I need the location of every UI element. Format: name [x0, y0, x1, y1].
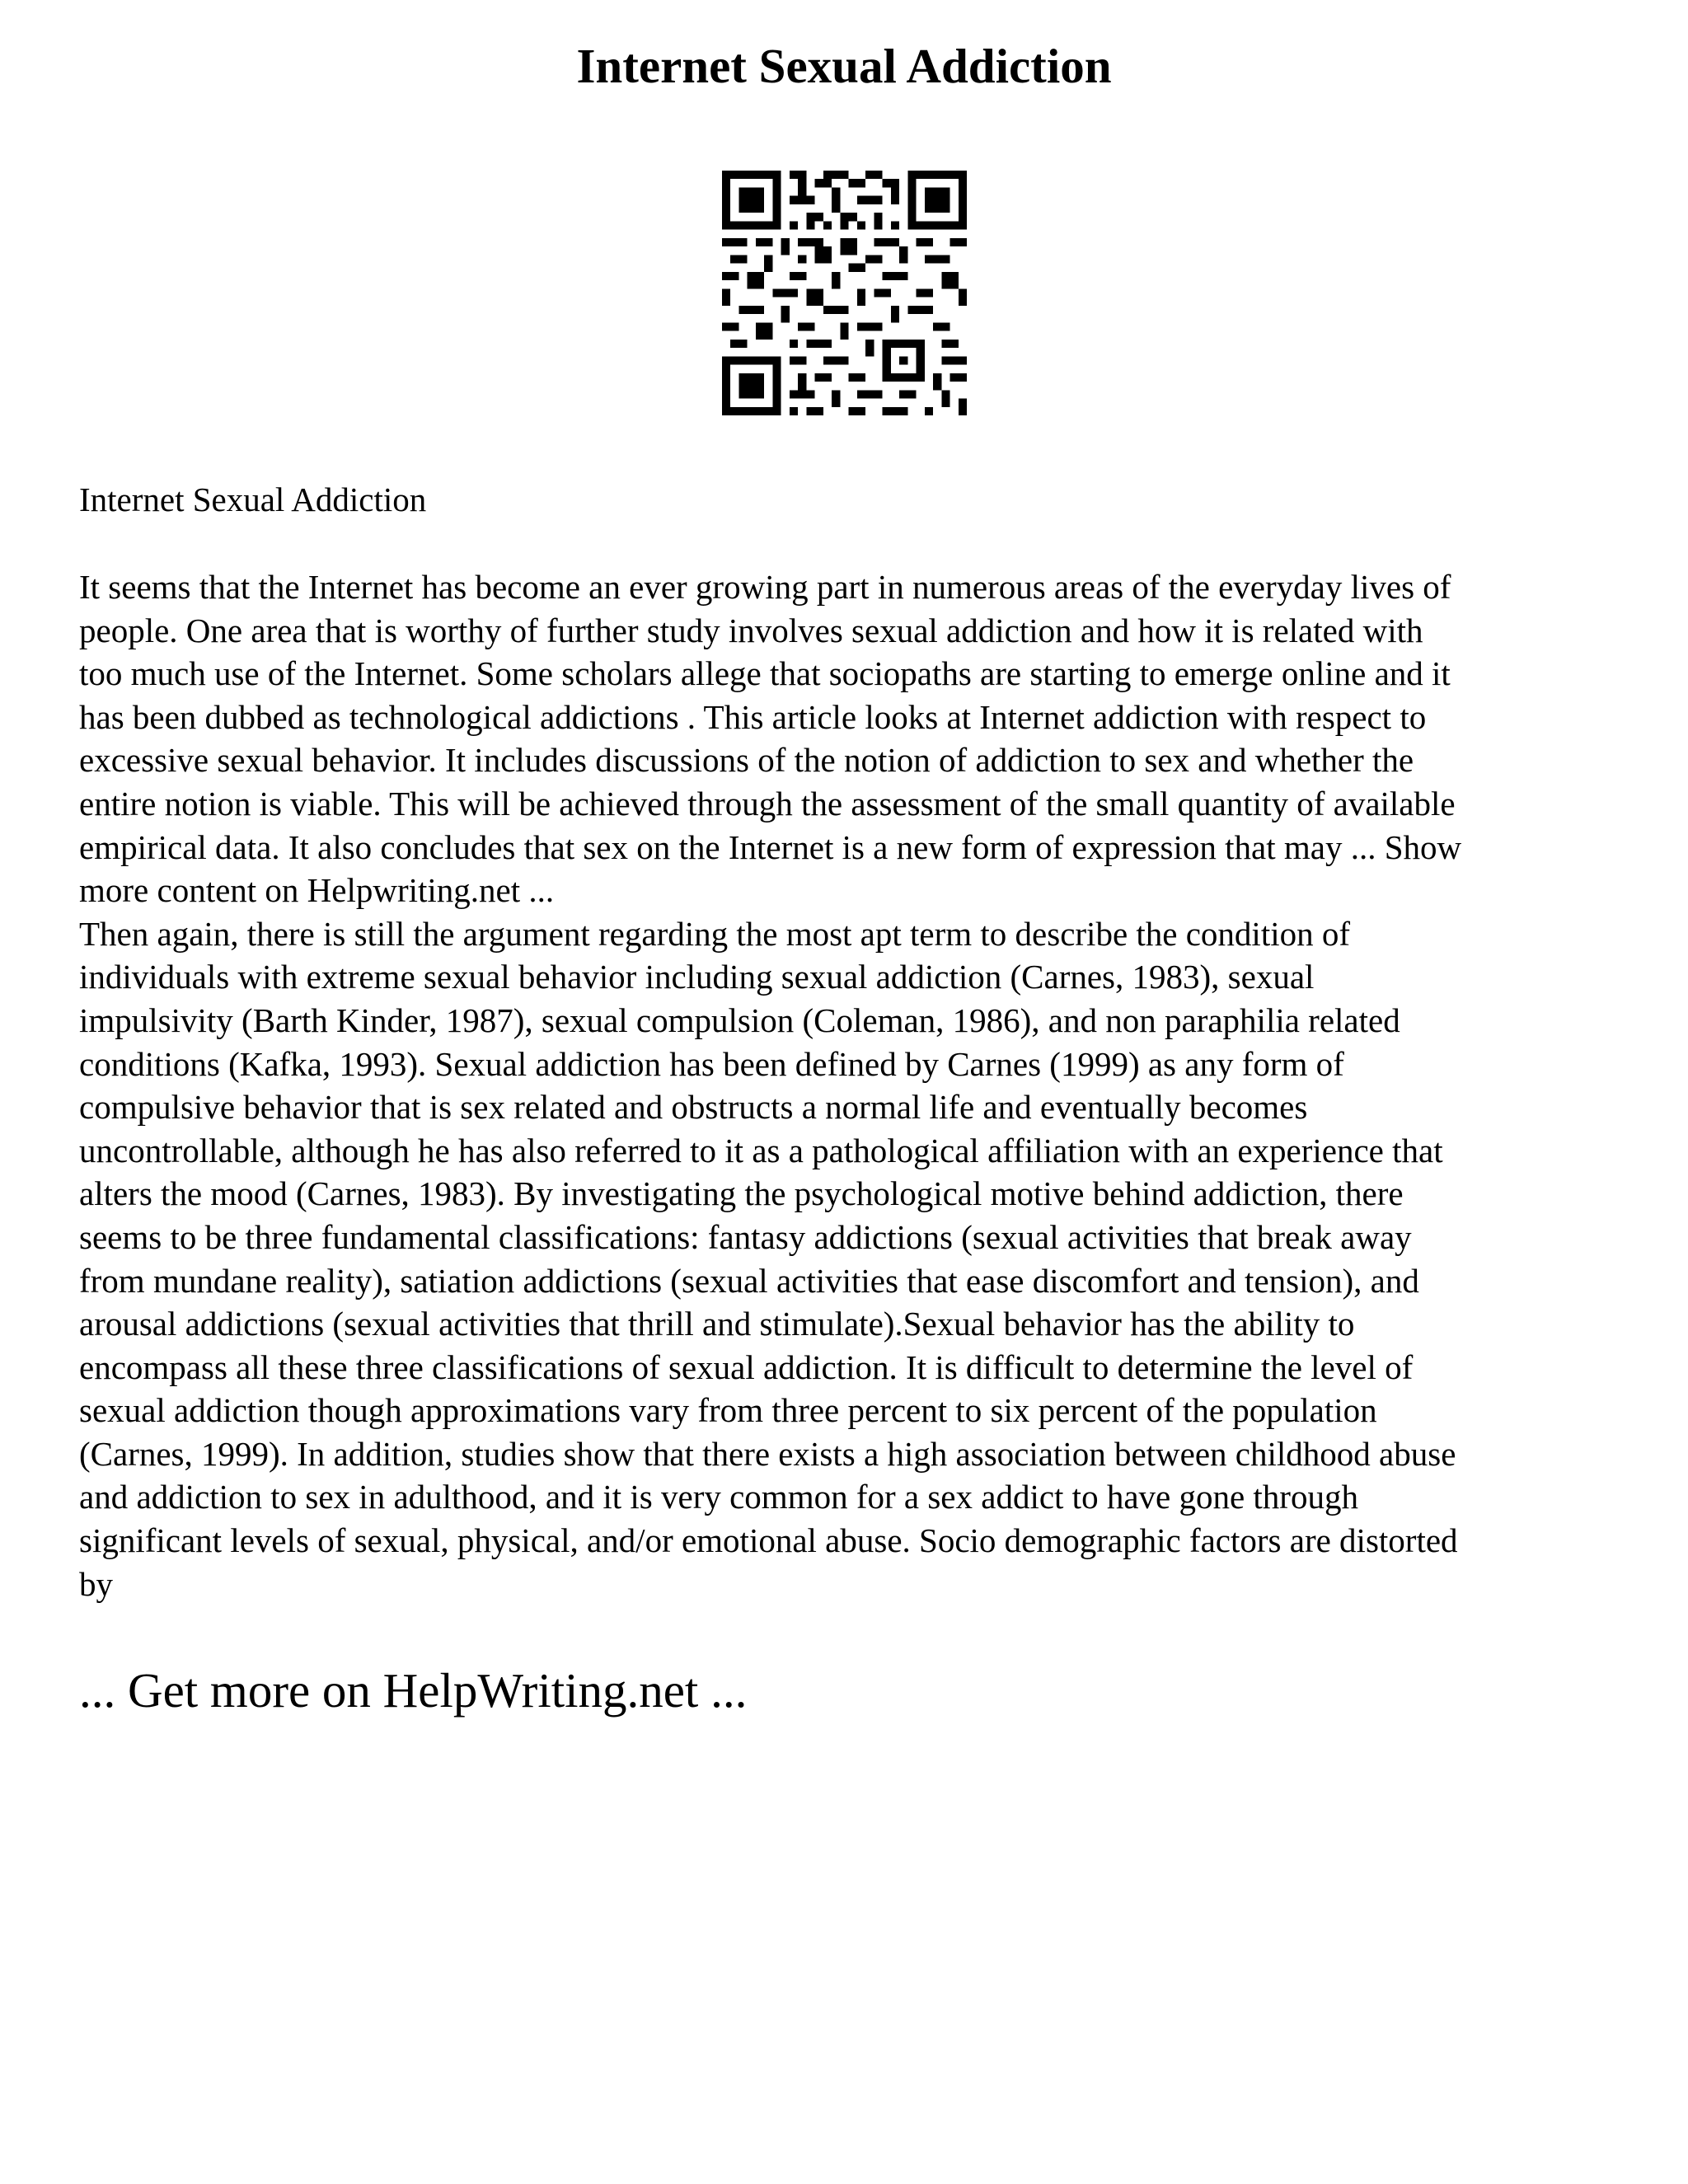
text-line: alters the mood (Carnes, 1983). By investigating the psychological motive behind addiction, there [79, 1174, 1404, 1213]
document-body [79, 478, 1629, 1605]
text-line: conditions (Kafka, 1993). Sexual addiction has been defined by Carnes (1999) as any form of [79, 1044, 1344, 1083]
text-line: It seems that the Internet has become an ever growing part in numerous areas of the everyday lives of [79, 568, 1451, 606]
text-line: arousal addictions (sexual activities that thrill and stimulate).Sexual behavior has the ability to [79, 1305, 1355, 1343]
text-line: people. One area that is worthy of further study involves sexual addiction and how it is related with [79, 611, 1423, 649]
text-line: entire notion is viable. This will be achieved through the assessment of the small quantity of available [79, 784, 1456, 823]
text-line: (Carnes, 1999). In addition, studies show that there exists a high association between childhood abuse [79, 1434, 1456, 1473]
text-line: and addiction to sex in adulthood, and it is very common for a sex addict to have gone through [79, 1478, 1358, 1516]
text-line: seems to be three fundamental classifications: fantasy addictions (sexual activities that break away [79, 1217, 1412, 1256]
text-line: significant levels of sexual, physical, and/or emotional abuse. Socio demographic factors are distorted [79, 1521, 1458, 1560]
document-title: Internet Sexual Addiction [576, 39, 1112, 93]
text-line: sexual addiction though approximations vary from three percent to six percent of the population [79, 1391, 1377, 1430]
paragraph-body [79, 912, 1629, 1606]
text-line: more content on Helpwriting.net ... [79, 871, 555, 910]
qr-code-icon [722, 171, 967, 415]
text-line: uncontrollable, although he has also referred to it as a pathological affiliation with an experience that [79, 1131, 1443, 1169]
text-line: has been dubbed as technological addictions . This article looks at Internet addiction with respect to [79, 697, 1427, 736]
text-line: individuals with extreme sexual behavior including sexual addiction (Carnes, 1983), sexual [79, 958, 1315, 996]
paragraph-intro [79, 565, 1629, 912]
text-line: by [79, 1564, 113, 1603]
text-line: excessive sexual behavior. It includes discussions of the notion of addiction to sex and whether the [79, 741, 1414, 780]
text-line: compulsive behavior that is sex related and obstructs a normal life and eventually becomes [79, 1088, 1308, 1127]
text-line: empirical data. It also concludes that sex on the Internet is a new form of expression that may ... Show [79, 827, 1462, 866]
text-line: encompass all these three classifications of sexual addiction. It is difficult to determine the level of [79, 1347, 1414, 1386]
text-line: Then again, there is still the argument regarding the most apt term to describe the condition of [79, 914, 1351, 953]
text-line: impulsivity (Barth Kinder, 1987), sexual compulsion (Coleman, 1986), and non paraphilia related [79, 1001, 1400, 1039]
text-line: from mundane reality), satiation addictions (sexual activities that ease discomfort and tension), and [79, 1261, 1419, 1300]
text-line: too much use of the Internet. Some scholars allege that sociopaths are starting to emerge online and it [79, 654, 1451, 693]
get-more-link[interactable]: ... Get more on HelpWriting.net ... [79, 1663, 748, 1718]
section-heading: Internet Sexual Addiction [79, 480, 427, 518]
